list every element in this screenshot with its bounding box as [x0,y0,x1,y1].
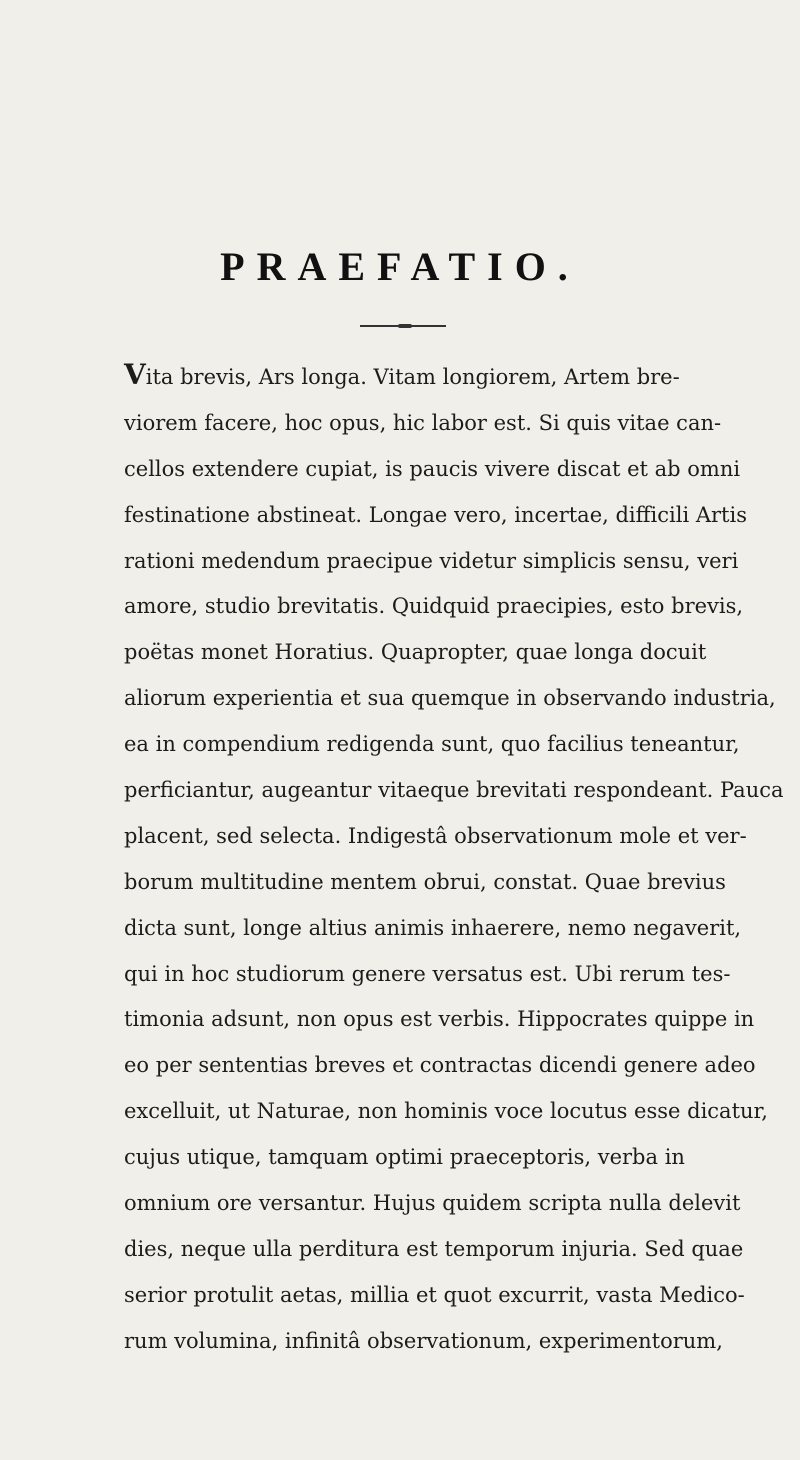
text-line: rationi medendum praecipue videtur simplicis sensu, veri [124,548,739,573]
text-line: excelluit, ut Naturae, non hominis voce locutus esse dicatur, [124,1099,768,1124]
text-line: viorem facere, hoc opus, hic labor est. Si quis vitae can- [124,410,722,435]
text-line: timonia adsunt, non opus est verbis. Hippocrates quippe in [124,1007,755,1032]
text-line: perficiantur, augeantur vitaeque brevitati respondeant. Pauca [124,778,784,803]
text-line: qui in hoc studiorum genere versatus est. Ubi rerum tes- [124,961,731,986]
text-line: dies, neque ulla perditura est temporum injuria. Sed quae [124,1236,744,1261]
text-line: ea in compendium redigenda sunt, quo facilius teneantur, [124,732,740,757]
text-line: dicta sunt, longe altius animis inhaerere, nemo negaverit, [124,915,742,940]
text-line [124,355,680,401]
title-ornament-rule [360,325,446,327]
text-line: rum volumina, infinitâ observationum, experimentorum, [124,1328,723,1353]
page-title: PRAEFATIO. [220,244,580,289]
text-line: borum multitudine mentem obrui, constat. Quae brevius [124,869,726,894]
first-line-text: ita brevis, Ars longa. Vitam longiorem, Artem bre- [145,365,680,389]
preface-body [124,355,784,1365]
text-line: placent, sed selecta. Indigestâ observationum mole et ver- [124,823,747,848]
text-line: omnium ore versantur. Hujus quidem scripta nulla delevit [124,1191,741,1216]
text-line: serior protulit aetas, millia et quot excurrit, vasta Medico- [124,1282,745,1307]
text-line: festinatione abstineat. Longae vero, incertae, difficili Artis [124,502,747,527]
drop-cap: V [124,358,146,391]
text-line: amore, studio brevitatis. Quidquid praecipies, esto brevis, [124,594,744,619]
text-line: aliorum experientia et sua quemque in observando industria, [124,686,776,711]
text-line: cujus utique, tamquam optimi praeceptoris, verba in [124,1145,685,1170]
text-line: cellos extendere cupiat, is paucis vivere discat et ab omni [124,456,741,481]
text-line: poëtas monet Horatius. Quapropter, quae longa docuit [124,640,707,665]
text-line: eo per sententias breves et contractas dicendi genere adeo [124,1053,756,1078]
